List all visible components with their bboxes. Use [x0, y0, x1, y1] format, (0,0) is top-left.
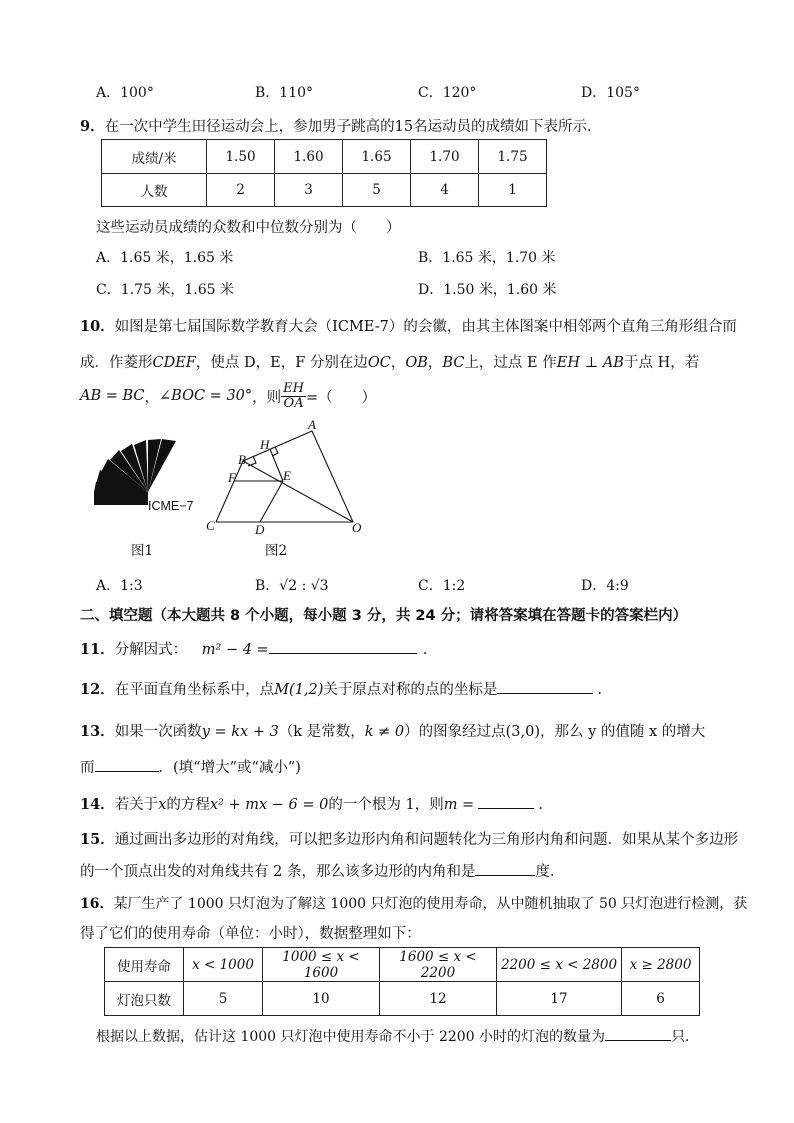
q11-answer-blank	[269, 652, 417, 654]
q9-table-row	[102, 174, 547, 207]
segment-ao	[312, 431, 353, 522]
q14-end: .	[538, 797, 543, 813]
q9-cell: 1.60	[275, 140, 343, 174]
q11	[80, 638, 427, 659]
q10-edge-oc: OC	[367, 355, 391, 371]
q10-text: ，使点 D，E，F 分别在边	[195, 355, 368, 371]
q16-cell: x < 1000	[184, 948, 263, 982]
q16-cell: 6	[622, 982, 700, 1016]
q10-fraction	[281, 382, 306, 411]
option-prefix: B．	[255, 578, 280, 594]
q10-line3	[80, 381, 376, 411]
q16-table-row	[105, 982, 700, 1016]
q9-text: 在一次中学生田径运动会上，参加男子跳高的15名运动员的成绩如下表所示.	[104, 119, 592, 135]
q9-cell: 3	[275, 174, 343, 207]
q10-perp: EH ⊥ AB	[556, 355, 624, 371]
q14	[80, 793, 543, 814]
point-label-c: C	[206, 518, 215, 533]
q9-cell: 1.50	[207, 140, 275, 174]
q14-unknown: m =	[443, 797, 475, 813]
q10-rhombus: CDEF	[152, 355, 196, 371]
segment-ed	[260, 481, 283, 522]
q13-condition: k ≠ 0	[364, 724, 405, 740]
q13-text: 而	[80, 760, 95, 776]
q10-text: ，则	[252, 389, 282, 406]
q9-cell: 5	[343, 174, 411, 207]
q8-option-b: B．110°	[255, 85, 314, 101]
q16-cell: 1600 ≤ x < 2200	[380, 948, 497, 982]
q9-option-d: D．1.50 米，1.60 米	[418, 282, 557, 298]
q10-edge-bc: BC	[442, 355, 465, 371]
q15-line1	[80, 828, 738, 849]
q12-number: 12．	[80, 681, 115, 698]
point-label-e: E	[283, 468, 291, 483]
q10-text: 成．作菱形	[80, 355, 153, 371]
q9-table	[101, 139, 547, 207]
q10-text: 上，过点 E 作	[464, 355, 557, 371]
q11-text: 分解因式：	[114, 642, 188, 658]
q9-cell: 2	[207, 174, 275, 207]
q13-line1	[80, 720, 705, 741]
q14-number: 14．	[80, 796, 115, 813]
point-label-a: A	[308, 418, 316, 432]
q10-text: ，	[390, 355, 406, 371]
q16-cell: x ≥ 2800	[622, 948, 700, 982]
q9-option-a: A．1.65 米，1.65 米	[96, 250, 234, 266]
q16-cell: 灯泡只数	[105, 982, 184, 1016]
q14-text: 的一个根为 1，则	[328, 797, 444, 813]
q16-number: 16．	[80, 896, 114, 912]
q13-text: ．(填“增大”或“减小”)	[158, 760, 301, 776]
q9-cell: 1	[479, 174, 547, 207]
q10-condition: AB = BC	[80, 388, 145, 404]
q10-text: 如图是第七届国际数学教育大会（ICME-7）的会徽，由其主体图案中相邻两个直角三角形组合而	[114, 319, 737, 335]
q16-cell: 1000 ≤ x < 1600	[263, 948, 380, 982]
q16-line1	[80, 893, 747, 913]
icme-logo-text: ICME−7	[148, 499, 194, 513]
q12-answer-blank	[497, 692, 593, 694]
point-label-d: D	[255, 522, 265, 537]
q16-text: 只．	[671, 1029, 700, 1045]
q9-number: 9．	[80, 118, 105, 135]
q15-line2	[80, 860, 564, 881]
point-label-h: H	[260, 437, 270, 452]
q16-text: 根据以上数据，估计这 1000 只灯泡中使用寿命不小于 2200 小时的灯泡的数量为	[96, 1029, 606, 1045]
q10-line1	[80, 315, 737, 336]
q15-text: 通过画出多边形的对角线，可以把多边形内角和问题转化为三角形内角和问题．如果从某个多边形	[114, 832, 739, 848]
q16-cell: 10	[263, 982, 380, 1016]
q10-option-c: C．1:2	[418, 578, 466, 594]
q14-text: 的方程	[166, 797, 210, 813]
q16-cell: 2200 ≤ x < 2800	[497, 948, 622, 982]
q12-end: .	[597, 682, 603, 698]
q16-text: 某厂生产了 1000 只灯泡为了解这 1000 只灯泡的使用寿命，从中随机抽取了 50 只灯泡进行检测，获	[113, 896, 748, 912]
q16-cell: 12	[380, 982, 497, 1016]
point-label-o: O	[352, 520, 362, 535]
q9-cell: 1.70	[411, 140, 479, 174]
option-value: √2 : √3	[279, 578, 329, 594]
section-2-heading: 二、填空题（本大题共 8 个小题，每小题 3 分，共 24 分；请将答案填在答题卡的答案栏内）	[80, 608, 688, 624]
q10-text: 于点 H，若	[623, 355, 700, 371]
fraction-denominator: OA	[283, 395, 304, 411]
q14-text: 若关于	[114, 797, 159, 813]
q13-text: ，那么 y 的值随 x 的增大	[539, 724, 706, 740]
q9-cell: 成绩/米	[102, 140, 207, 174]
q10-option-d: D．4:9	[581, 578, 629, 594]
fraction-numerator: EH	[283, 380, 304, 396]
q10-line2	[80, 351, 699, 372]
q13-answer-blank	[95, 770, 159, 772]
q10-edge-ob: OB	[405, 355, 428, 371]
q8-option-d: D．105°	[581, 85, 640, 101]
point-label-b: B	[238, 452, 246, 467]
q9-cell: 1.75	[479, 140, 547, 174]
q13-number: 13．	[80, 723, 115, 740]
q10-text: ，	[427, 355, 443, 371]
q9-cell: 1.65	[343, 140, 411, 174]
q15-answer-blank	[475, 874, 535, 876]
q14-equation: x² + mx − 6 = 0	[209, 797, 329, 813]
figure-1-label: 图1	[131, 543, 154, 559]
q13-point: (3,0)	[505, 724, 540, 740]
q13-function: y = kx + 3	[201, 724, 279, 740]
q8-option-a: A．100°	[96, 85, 154, 101]
q9-option-b: B．1.65 米，1.70 米	[418, 250, 556, 266]
point-label-f: F	[228, 470, 236, 485]
q15-text: 的一个顶点出发的对角线共有 2 条，那么该多边形的内角和是	[80, 864, 476, 880]
q10-option-a: A．1:3	[96, 578, 143, 594]
segment-bo	[243, 461, 353, 522]
q16-table	[104, 947, 700, 1016]
q10-condition: ∠BOC = 30°	[159, 388, 253, 404]
q16-table-row	[105, 948, 700, 982]
q13-line2	[80, 756, 301, 777]
q10-text: =（ ）	[305, 389, 377, 406]
q14-variable: x	[158, 797, 167, 813]
q13-text: （k 是常数，	[278, 724, 365, 740]
q10-text: ，	[144, 389, 160, 406]
q11-end: .	[422, 642, 428, 658]
q9-cell: 人数	[102, 174, 207, 207]
q13-text: ）的图象经过点	[404, 724, 506, 740]
q13-text: 如果一次函数	[114, 724, 202, 740]
q12-text: 关于原点对称的点的坐标是	[323, 682, 498, 698]
q15-number: 15．	[80, 831, 115, 848]
q9-option-c: C．1.75 米，1.65 米	[96, 282, 234, 298]
figure-2-label: 图2	[265, 543, 288, 559]
icme-logo-icon	[94, 439, 176, 505]
q10-option-b	[255, 575, 329, 595]
q12-point: M(1,2)	[274, 682, 324, 698]
q16-cell: 17	[497, 982, 622, 1016]
q16-line3	[96, 1026, 699, 1046]
q16-answer-blank	[605, 1039, 671, 1041]
q9-stem	[80, 115, 592, 136]
q9-question: 这些运动员成绩的众数和中位数分别为（ ）	[96, 220, 401, 236]
q15-text: 度．	[535, 864, 565, 880]
q16-line2: 得了它们的使用寿命（单位：小时），数据整理如下：	[80, 926, 421, 942]
q10-number: 10．	[80, 318, 115, 335]
q16-cell: 使用寿命	[105, 948, 184, 982]
q12	[80, 678, 602, 699]
q12-text: 在平面直角坐标系中，点	[114, 682, 275, 698]
q16-cell: 5	[184, 982, 263, 1016]
q9-cell: 4	[411, 174, 479, 207]
q11-number: 11．	[80, 641, 115, 658]
q8-option-c: C．120°	[418, 85, 477, 101]
q14-answer-blank	[478, 807, 534, 809]
geometry-figure	[198, 418, 370, 538]
q9-table-row	[102, 140, 547, 174]
q11-expression: m² − 4 =	[201, 642, 269, 658]
